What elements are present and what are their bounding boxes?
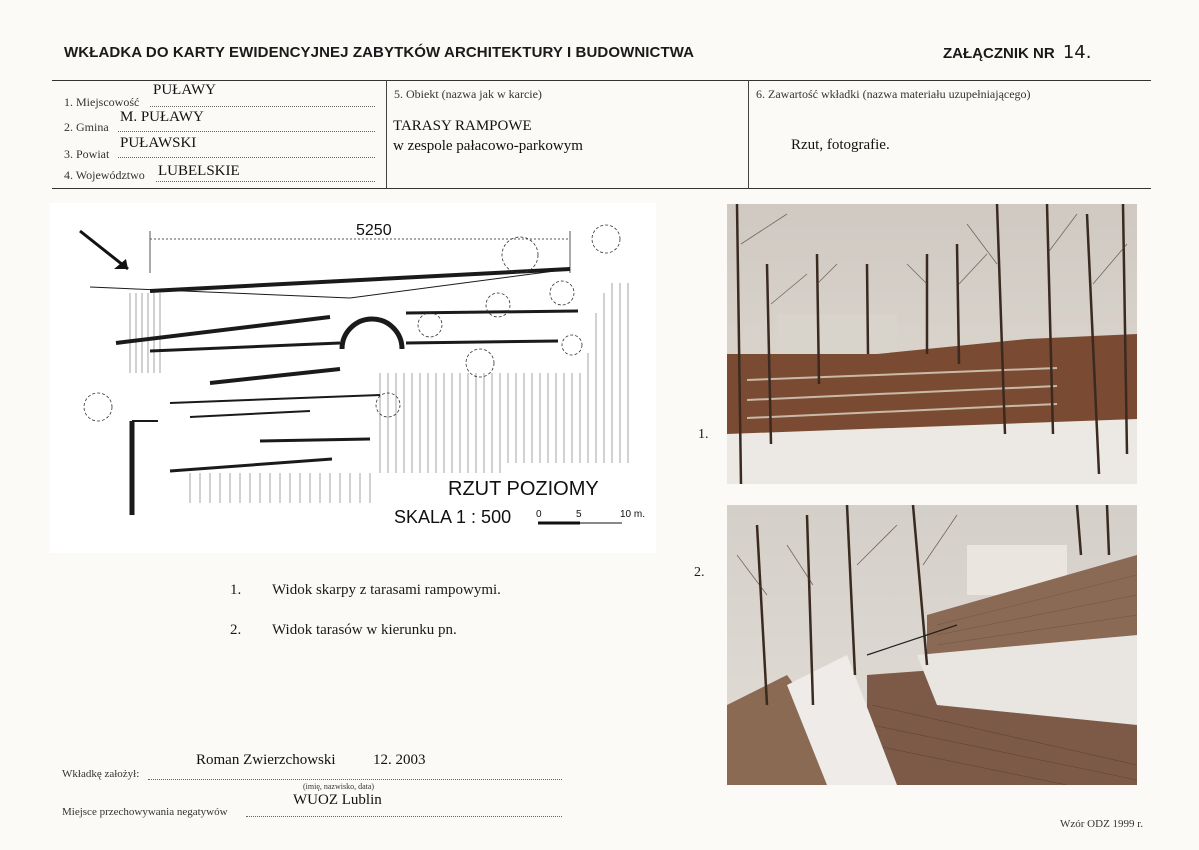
- gmina-value: M. PUŁAWY: [120, 109, 204, 125]
- caption-2-text: Widok tarasów w kierunku pn.: [272, 622, 457, 638]
- photo-2-image: [727, 505, 1137, 785]
- caption-2-number: 2.: [230, 622, 242, 638]
- template-note: Wzór ODZ 1999 r.: [1060, 818, 1144, 830]
- contents-value: Rzut, fotografie.: [791, 137, 890, 153]
- storage-value: WUOZ Lublin: [293, 792, 382, 808]
- miejscowosc-dots: [150, 106, 375, 107]
- photo-1-image: [727, 204, 1137, 484]
- north-arrow-icon: [80, 231, 128, 269]
- gmina-dots: [118, 131, 375, 132]
- scale-tick-10: 10 m.: [620, 509, 646, 520]
- contents-label: 6. Zawartość wkładki (nazwa materiału uzupełniającego): [756, 87, 1031, 101]
- document-title: WKŁADKA DO KARTY EWIDENCYJNEJ ZABYTKÓW ARCHITEKTURY I BUDOWNICTWA: [64, 44, 695, 61]
- author-hint: (imię, nazwisko, data): [303, 782, 375, 791]
- author-date: 12. 2003: [373, 752, 426, 768]
- wojewodztwo-dots: [156, 181, 375, 182]
- photo-2-number: 2.: [694, 565, 705, 580]
- floor-plan: [50, 203, 656, 553]
- photo-1: [727, 204, 1137, 484]
- miejscowosc-value: PUŁAWY: [153, 82, 216, 98]
- miejscowosc-label: 1. Miejscowość: [64, 95, 140, 109]
- slope-hatching: [130, 283, 628, 503]
- tree-symbols: [84, 225, 620, 421]
- powiat-dots: [118, 157, 375, 158]
- wojewodztwo-value: LUBELSKIE: [158, 163, 240, 179]
- object-label: 5. Obiekt (nazwa jak w karcie): [394, 87, 542, 101]
- table-top-rule: [52, 80, 1151, 81]
- object-name-line2: w zespole pałacowo-parkowym: [393, 138, 583, 154]
- plan-dimension: 5250: [356, 222, 392, 239]
- attachment-number-value: 14.: [1062, 42, 1092, 63]
- author-dots: [148, 779, 562, 780]
- plan-scale: SKALA 1 : 500: [394, 507, 512, 527]
- photo-1-number: 1.: [698, 427, 709, 442]
- author-label: Wkładkę założył:: [62, 768, 140, 780]
- gmina-label: 2. Gmina: [64, 120, 109, 134]
- plan-title: RZUT POZIOMY: [448, 478, 599, 500]
- powiat-label: 3. Powiat: [64, 147, 110, 161]
- caption-1-text: Widok skarpy z tarasami rampowymi.: [272, 582, 501, 598]
- wojewodztwo-label: 4. Województwo: [64, 168, 145, 182]
- powiat-value: PUŁAWSKI: [120, 135, 197, 151]
- attachment-number: [943, 42, 1091, 63]
- table-divider-2: [748, 80, 749, 189]
- attachment-label: ZAŁĄCZNIK NR: [943, 45, 1055, 62]
- table-bottom-rule: [52, 188, 1151, 189]
- caption-1-number: 1.: [230, 582, 242, 598]
- photo-2: [727, 505, 1137, 785]
- table-divider-1: [386, 80, 387, 189]
- scale-tick-5: 5: [576, 509, 582, 520]
- storage-dots: [246, 816, 562, 817]
- scale-tick-0: 0: [536, 509, 542, 520]
- author-name: Roman Zwierzchowski: [196, 752, 336, 768]
- object-name-line1: TARASY RAMPOWE: [393, 118, 532, 134]
- floor-plan-drawing: [50, 203, 656, 553]
- storage-label: Miejsce przechowywania negatywów: [62, 806, 228, 818]
